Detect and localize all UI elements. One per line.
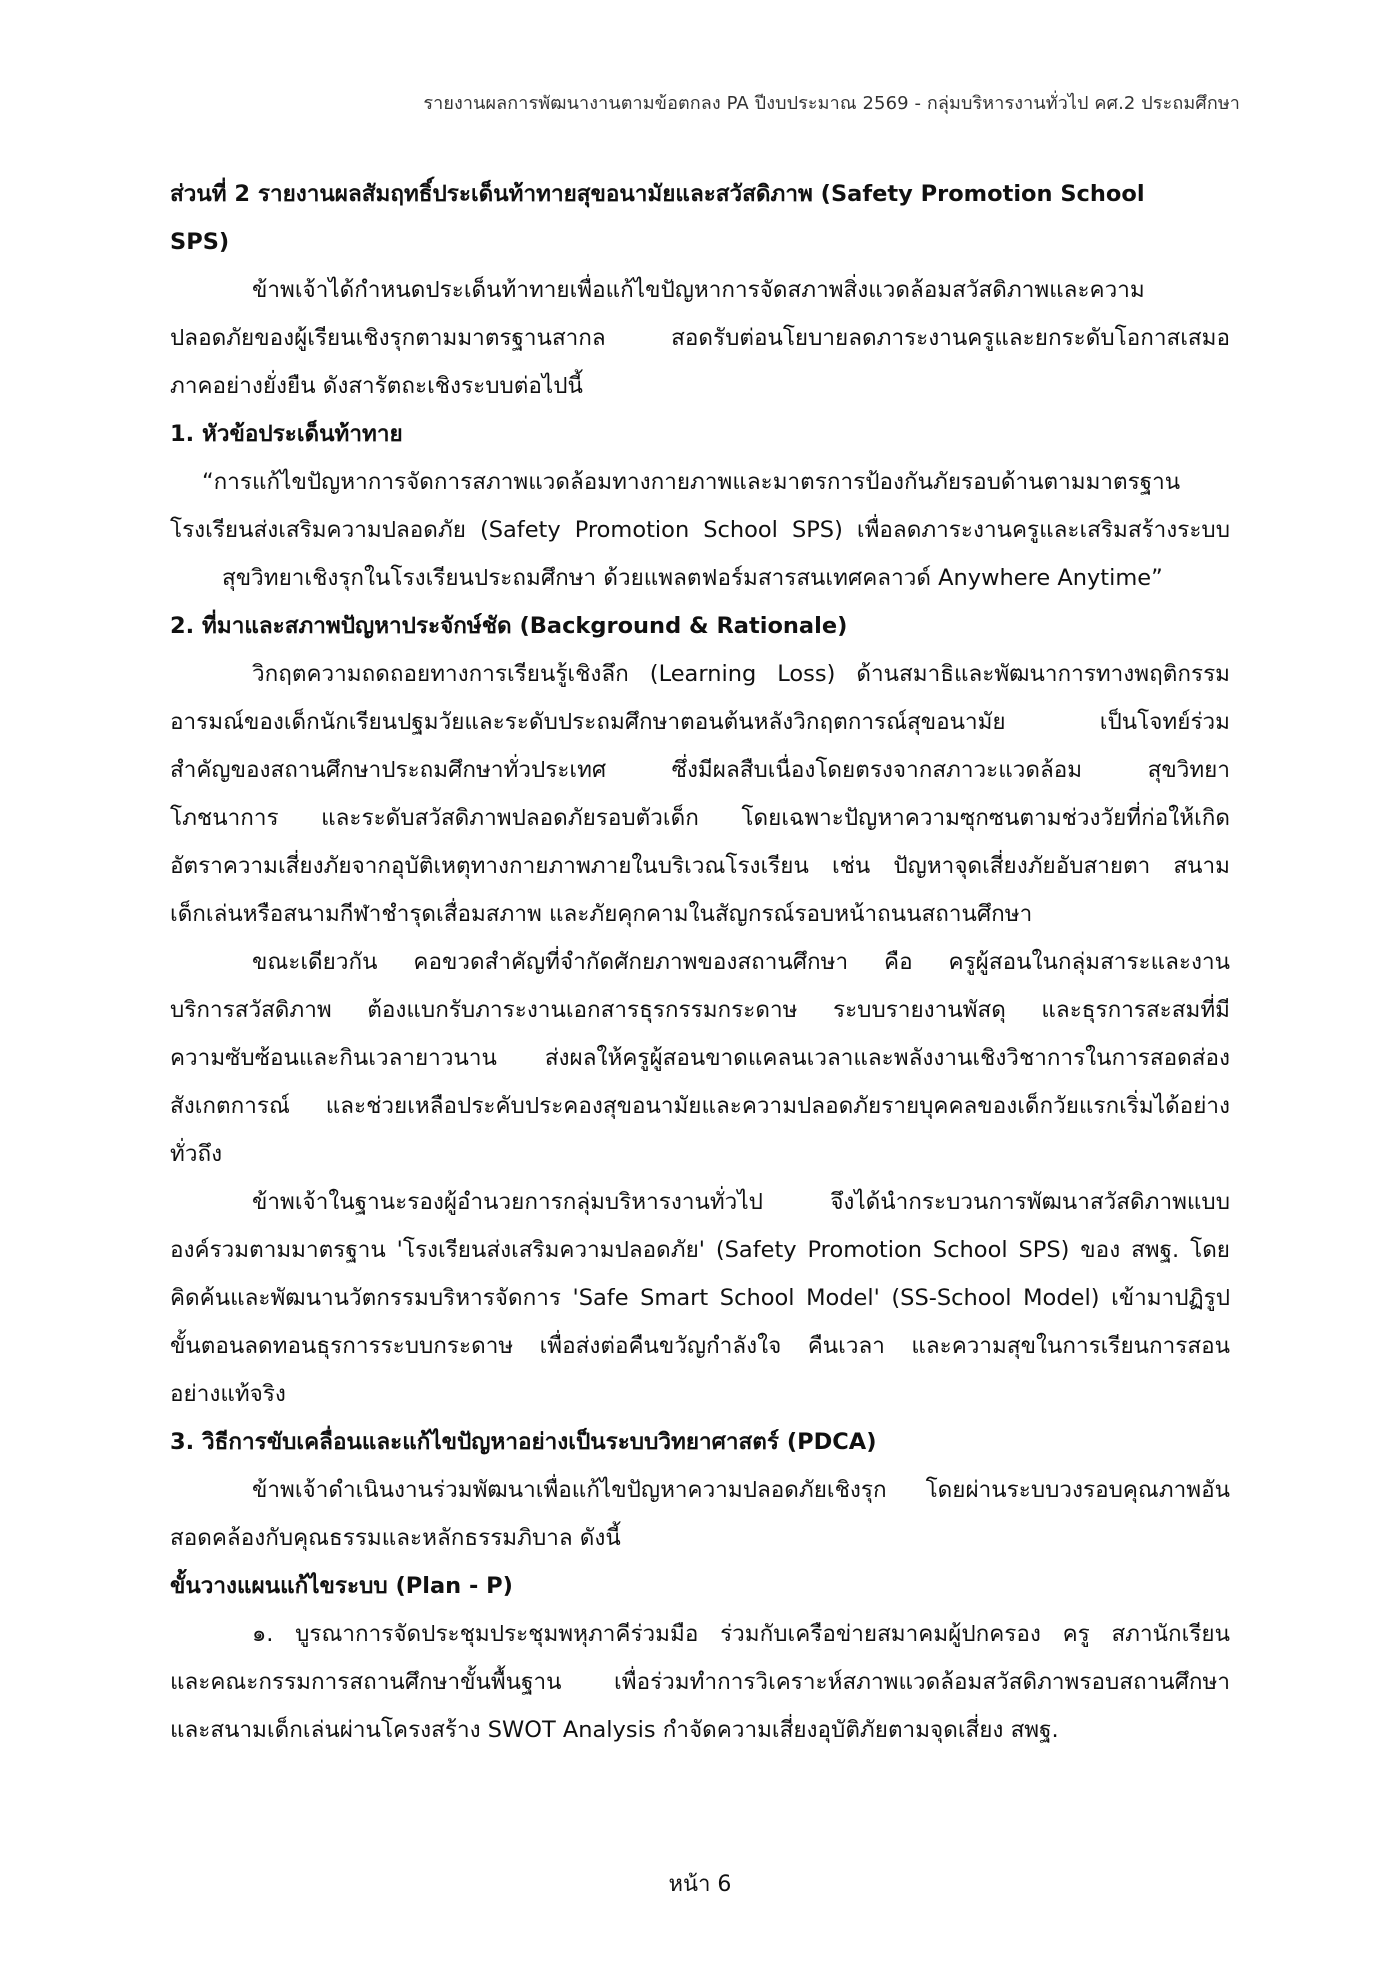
section-title-line-2: SPS) <box>170 229 230 255</box>
background-para3-line: ข้าพเจ้าในฐานะรองผู้อำนวยการกลุ่มบริหารงานทั่วไป จึงได้นำกระบวนการพัฒนาสวัสดิภาพแบบ <box>252 1189 1230 1215</box>
plan-heading: ขั้นวางแผนแก้ไขระบบ (Plan - P) <box>170 1573 513 1599</box>
background-para2-line: ทั่วถึง <box>170 1141 223 1167</box>
intro-line: ข้าพเจ้าได้กำหนดประเด็นท้าทายเพื่อแก้ไขปัญหาการจัดสภาพสิ่งแวดล้อมสวัสดิภาพและความ <box>252 277 1145 303</box>
section-title-line-1: ส่วนที่ 2 รายงานผลสัมฤทธิ์ประเด็นท้าทายสุขอนามัยและสวัสดิภาพ (Safety Promotion School <box>170 181 1145 207</box>
background-para1-line: อัตราความเสี่ยงภัยจากอุบัติเหตุทางกายภาพภายในบริเวณโรงเรียน เช่น ปัญหาจุดเสี่ยงภัยอับสายตา สนาม <box>170 853 1230 879</box>
page-content <box>170 170 1230 1754</box>
method-heading: 3. วิธีการขับเคลื่อนและแก้ไขปัญหาอย่างเป็นระบบวิทยาศาสตร์ (PDCA) <box>170 1429 877 1455</box>
intro-line: ภาคอย่างยั่งยืน ดังสารัตถะเชิงระบบต่อไปนี้ <box>170 373 583 399</box>
method-intro-line: สอดคล้องกับคุณธรรมและหลักธรรมภิบาล ดังนี้ <box>170 1525 621 1551</box>
topic-line: สุขวิทยาเชิงรุกในโรงเรียนประถมศึกษา ด้วยแพลตฟอร์มสารสนเทศคลาวด์ Anywhere Anytime” <box>222 565 1163 591</box>
background-para2-line: ขณะเดียวกัน คอขวดสำคัญที่จำกัดศักยภาพของสถานศึกษา คือ ครูผู้สอนในกลุ่มสาระและงาน <box>252 949 1230 975</box>
background-heading: 2. ที่มาและสภาพปัญหาประจักษ์ชัด (Background & Rationale) <box>170 613 848 639</box>
topic-line: “การแก้ไขปัญหาการจัดการสภาพแวดล้อมทางกายภาพและมาตรการป้องกันภัยรอบด้านตามมาตรฐาน <box>202 469 1181 495</box>
background-para1-line: สำคัญของสถานศึกษาประถมศึกษาทั่วประเทศ ซึ่งมีผลสืบเนื่องโดยตรงจากสภาวะแวดล้อม สุขวิทยา <box>170 757 1230 783</box>
background-para1-line: เด็กเล่นหรือสนามกีฬาชำรุดเสื่อมสภาพ และภัยคุกคามในสัญกรณ์รอบหน้าถนนสถานศึกษา <box>170 901 1033 927</box>
plan-item-line: และคณะกรรมการสถานศึกษาขั้นพื้นฐาน เพื่อร่วมทำการวิเคราะห์สภาพแวดล้อมสวัสดิภาพรอบสถานศึกษา <box>170 1669 1230 1695</box>
running-header: รายงานผลการพัฒนางานตามข้อตกลง PA ปีงบประมาณ 2569 - กลุ่มบริหารงานทั่วไป คศ.2 ประถมศึกษา <box>423 93 1240 114</box>
page-number: หน้า 6 <box>668 1872 732 1897</box>
background-para2-line: บริการสวัสดิภาพ ต้องแบกรับภาระงานเอกสารธุรกรรมกระดาษ ระบบรายงานพัสดุ และธุรการสะสมที่มี <box>170 997 1230 1023</box>
background-para2-line: ความซับซ้อนและกินเวลายาวนาน ส่งผลให้ครูผู้สอนขาดแคลนเวลาและพลังงานเชิงวิชาการในการสอดส่อง <box>170 1045 1230 1071</box>
topic-line: โรงเรียนส่งเสริมความปลอดภัย (Safety Promotion School SPS) เพื่อลดภาระงานครูและเสริมสร้างระบบ <box>170 517 1230 543</box>
plan-item-line: ๑. บูรณาการจัดประชุมประชุมพหุภาคีร่วมมือ ร่วมกับเครือข่ายสมาคมผู้ปกครอง ครู สภานักเรียน <box>252 1621 1230 1647</box>
background-para3-line: องค์รวมตามมาตรฐาน 'โรงเรียนส่งเสริมความปลอดภัย' (Safety Promotion School SPS) ของ สพฐ. โดย <box>170 1237 1230 1263</box>
background-para2-line: สังเกตการณ์ และช่วยเหลือประคับประคองสุขอนามัยและความปลอดภัยรายบุคคลของเด็กวัยแรกเริ่มได้อย่าง <box>170 1093 1230 1119</box>
background-para1-line: อารมณ์ของเด็กนักเรียนปฐมวัยและระดับประถมศึกษาตอนต้นหลังวิกฤตการณ์สุขอนามัย เป็นโจทย์ร่วม <box>170 709 1230 735</box>
plan-item-line: และสนามเด็กเล่นผ่านโครงสร้าง SWOT Analysis กำจัดความเสี่ยงอุบัติภัยตามจุดเสี่ยง สพฐ. <box>170 1717 1059 1743</box>
background-para1-line: โภชนาการ และระดับสวัสดิภาพปลอดภัยรอบตัวเด็ก โดยเฉพาะปัญหาความซุกซนตามช่วงวัยที่ก่อให้เกิด <box>170 805 1230 831</box>
background-para1-line: วิกฤตความถดถอยทางการเรียนรู้เชิงลึก (Learning Loss) ด้านสมาธิและพัฒนาการทางพฤติกรรม <box>252 661 1230 687</box>
background-para3-line: คิดค้นและพัฒนานวัตกรรมบริหารจัดการ 'Safe Smart School Model' (SS-School Model) เข้ามาปฏิรูป <box>170 1285 1230 1311</box>
method-intro-line: ข้าพเจ้าดำเนินงานร่วมพัฒนาเพื่อแก้ไขปัญหาความปลอดภัยเชิงรุก โดยผ่านระบบวงรอบคุณภาพอัน <box>252 1477 1230 1503</box>
background-para3-line: ขั้นตอนลดทอนธุรการระบบกระดาษ เพื่อส่งต่อคืนขวัญกำลังใจ คืนเวลา และความสุขในการเรียนการสอน <box>170 1333 1230 1359</box>
intro-line: ปลอดภัยของผู้เรียนเชิงรุกตามมาตรฐานสากล สอดรับต่อนโยบายลดภาระงานครูและยกระดับโอกาสเสมอ <box>170 325 1230 351</box>
topic-heading: 1. หัวข้อประเด็นท้าทาย <box>170 421 403 447</box>
background-para3-line: อย่างแท้จริง <box>170 1381 286 1407</box>
